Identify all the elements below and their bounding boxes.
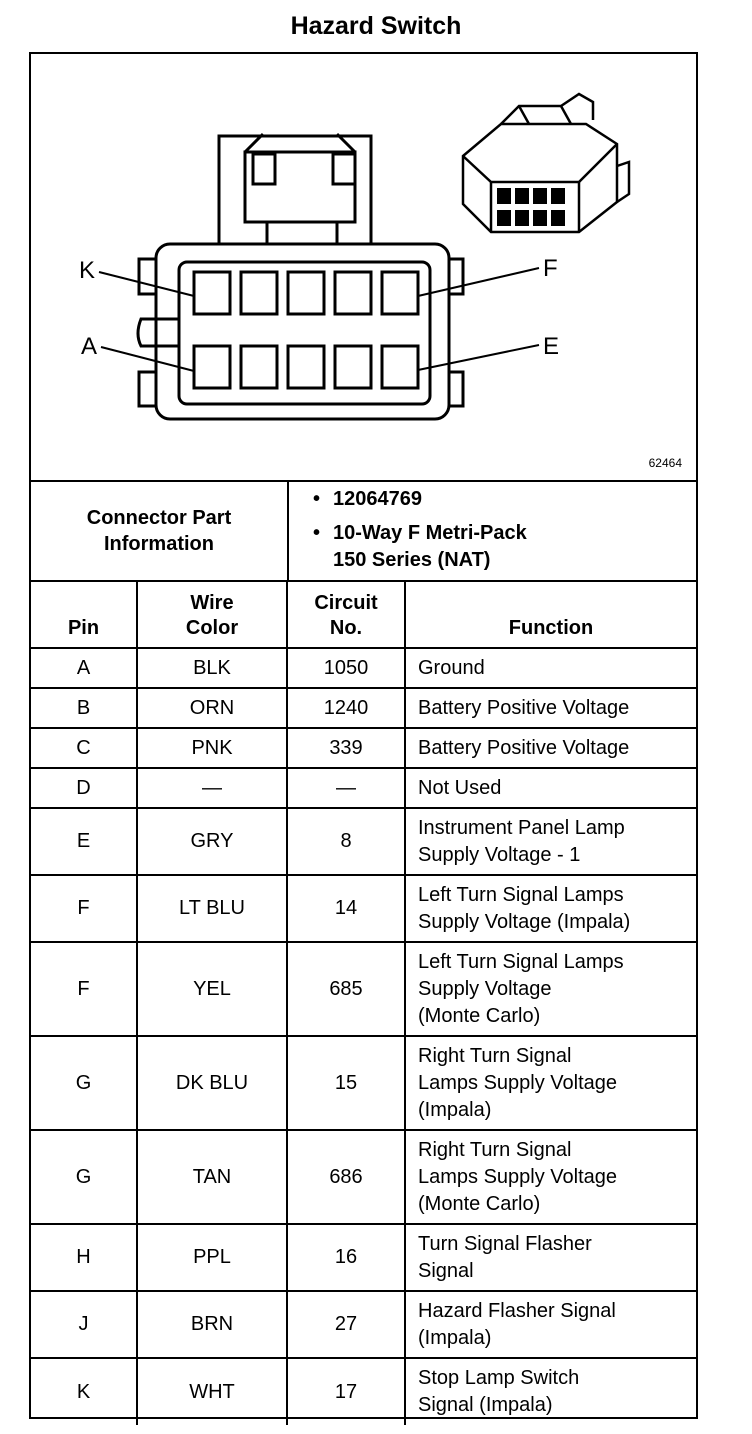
description-line2 xyxy=(333,547,490,574)
function-line: Signal xyxy=(418,1259,474,1282)
function-line: Signal (Impala) xyxy=(418,1394,553,1416)
wire-color-cell: YEL xyxy=(137,942,287,1036)
wire-color-cell: PNK xyxy=(137,728,287,768)
pin-cell: J xyxy=(31,1291,137,1358)
figure-number: 62464 xyxy=(648,456,682,470)
part-number-line xyxy=(313,486,422,513)
table-row xyxy=(31,768,696,808)
pin-cell: C xyxy=(31,728,137,768)
function-line: Left Turn Signal Lamps xyxy=(418,883,624,906)
function-line: Stop Lamp Switch xyxy=(418,1367,580,1389)
wire-color-cell: LT BLU xyxy=(137,875,287,942)
connector-diagram xyxy=(31,54,696,482)
pin-callout-k: K xyxy=(79,257,96,284)
function-cell xyxy=(405,1036,696,1130)
function-line: Supply Voltage xyxy=(418,977,552,1000)
circuit-cell: 8 xyxy=(287,808,405,875)
pin-callout-a: A xyxy=(81,333,98,360)
function-line: Battery Positive Voltage xyxy=(418,696,630,719)
function-cell xyxy=(405,942,696,1036)
function-cell xyxy=(405,728,696,768)
function-line: Lamps Supply Voltage xyxy=(418,1165,618,1188)
table-row xyxy=(31,1291,696,1358)
function-cell xyxy=(405,875,696,942)
circuit-cell: 339 xyxy=(287,728,405,768)
bullet-icon: • xyxy=(313,488,321,510)
function-line: Turn Signal Flasher xyxy=(418,1232,592,1255)
pin-cell: F xyxy=(31,942,137,1036)
circuit-cell: 14 xyxy=(287,875,405,942)
function-cell xyxy=(405,688,696,728)
connector-table-frame xyxy=(29,52,698,1419)
table-row xyxy=(31,1358,696,1425)
connector-description-1: 10-Way F Metri-Pack xyxy=(333,522,527,544)
circuit-cell: 17 xyxy=(287,1358,405,1425)
function-line: Battery Positive Voltage xyxy=(418,736,630,759)
wire-color-cell: TAN xyxy=(137,1130,287,1224)
pin-cell: D xyxy=(31,768,137,808)
circuit-cell: 1240 xyxy=(287,688,405,728)
function-line: Instrument Panel Lamp xyxy=(418,816,625,839)
function-line: Right Turn Signal xyxy=(418,1138,572,1161)
connector-info-label xyxy=(31,482,289,580)
circuit-cell: 685 xyxy=(287,942,405,1036)
pin-callout-f: F xyxy=(543,255,558,282)
function-line: Ground xyxy=(418,656,485,679)
function-cell xyxy=(405,1130,696,1224)
function-line: (Impala) xyxy=(418,1326,492,1349)
function-line: (Monte Carlo) xyxy=(418,1004,541,1027)
header-wire-color: Wire Color xyxy=(137,582,287,648)
header-circuit-no: Circuit No. xyxy=(287,582,405,648)
connector-info-label-line2: Information xyxy=(104,533,214,555)
table-row xyxy=(31,1224,696,1291)
function-line: (Monte Carlo) xyxy=(418,1192,541,1215)
part-number: 12064769 xyxy=(333,488,422,510)
function-cell xyxy=(405,1224,696,1291)
table-row xyxy=(31,648,696,688)
function-cell xyxy=(405,768,696,808)
header-pin: Pin xyxy=(31,582,137,648)
pin-cell: B xyxy=(31,688,137,728)
wire-color-cell: PPL xyxy=(137,1224,287,1291)
circuit-cell: 686 xyxy=(287,1130,405,1224)
function-cell xyxy=(405,808,696,875)
connector-description-2: 150 Series (NAT) xyxy=(333,549,491,571)
description-line1 xyxy=(313,520,527,547)
circuit-cell: 27 xyxy=(287,1291,405,1358)
circuit-cell: 1050 xyxy=(287,648,405,688)
wire-color-cell: ORN xyxy=(137,688,287,728)
pin-cell: F xyxy=(31,875,137,942)
pin-callout-e: E xyxy=(543,333,560,360)
table-row xyxy=(31,808,696,875)
pin-cell: H xyxy=(31,1224,137,1291)
table-row xyxy=(31,688,696,728)
connector-face-drawing xyxy=(31,54,696,478)
function-line: Right Turn Signal xyxy=(418,1044,572,1067)
function-line: Left Turn Signal Lamps xyxy=(418,950,624,973)
page-title: Hazard Switch xyxy=(290,12,462,40)
wire-color-cell: GRY xyxy=(137,808,287,875)
table-row xyxy=(31,942,696,1036)
header-function: Function xyxy=(405,582,696,648)
function-line: Not Used xyxy=(418,776,502,799)
pin-cell: G xyxy=(31,1130,137,1224)
table-row xyxy=(31,1036,696,1130)
connector-part-information xyxy=(31,482,696,582)
function-line: Supply Voltage - 1 xyxy=(418,843,581,866)
table-row xyxy=(31,875,696,942)
table-row xyxy=(31,1130,696,1224)
pin-cell: K xyxy=(31,1358,137,1425)
pin-table-header xyxy=(31,582,696,648)
function-cell xyxy=(405,1358,696,1425)
connector-info-values xyxy=(289,482,696,580)
function-line: (Impala) xyxy=(418,1098,492,1121)
wire-color-cell: — xyxy=(137,768,287,808)
circuit-cell: 15 xyxy=(287,1036,405,1130)
pin-cell: E xyxy=(31,808,137,875)
connector-info-label-line1: Connector Part xyxy=(86,507,232,529)
wire-color-cell: WHT xyxy=(137,1358,287,1425)
wire-color-cell: BLK xyxy=(137,648,287,688)
bullet-icon: • xyxy=(313,522,321,544)
function-line: Lamps Supply Voltage xyxy=(418,1071,618,1094)
function-cell xyxy=(405,1291,696,1358)
function-line: Hazard Flasher Signal xyxy=(418,1299,616,1322)
pin-table xyxy=(31,582,696,1425)
wire-color-cell: DK BLU xyxy=(137,1036,287,1130)
table-row xyxy=(31,728,696,768)
circuit-cell: — xyxy=(287,768,405,808)
pin-cell: A xyxy=(31,648,137,688)
wire-color-cell: BRN xyxy=(137,1291,287,1358)
function-cell xyxy=(405,648,696,688)
circuit-cell: 16 xyxy=(287,1224,405,1291)
function-line: Supply Voltage (Impala) xyxy=(418,910,631,933)
pin-cell: G xyxy=(31,1036,137,1130)
